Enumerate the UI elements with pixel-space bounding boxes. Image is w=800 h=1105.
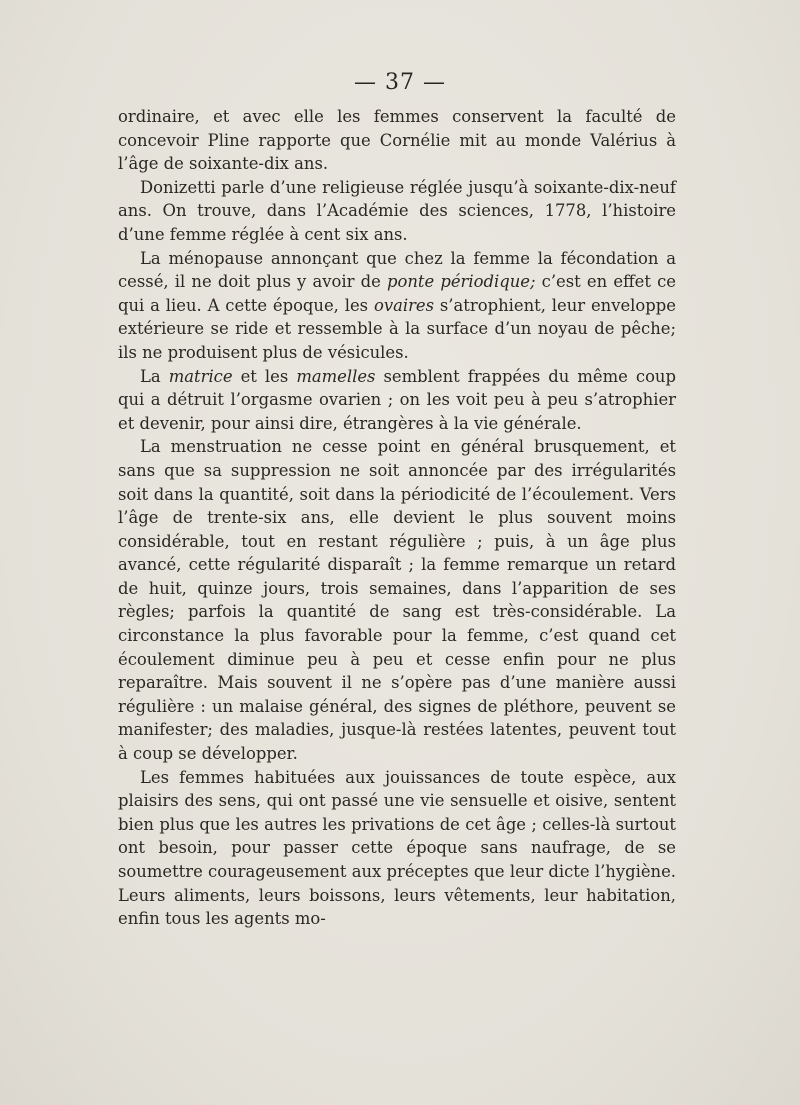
text-segment: c’est en effet ce qui a lieu. A cette époque, les (118, 272, 677, 315)
text-segment: semblent frappées du même coup qui a détruit l’orgasme ovarien ; on les voit peu à peu s’atrophier et devenir, pour ainsi dire, étrangères à la vie générale. (118, 366, 676, 433)
text-segment: La menstruation ne cesse point en général brusquement, et sans que sa suppression ne soit annoncée par des irrégularités soit dans la quantité, soit dans la périodicité de l’écoulement. Vers l’âge de trente-six ans, elle devient le plus souvent moins considérable, tout en restant régulière ; puis, à un âge plus avancé, cette régularité disparaît ; la femme remarque un retard de huit, quinze jours, trois semaines, dans l’apparition de ses règles; parfois la quantité de sang est très-considérable. La circonstance la plus favorable pour la femme, c’est quand cet écoulement diminue peu à peu et cesse enfin pour ne plus reparaître. Mais souvent il ne s’opère pas d’une manière aussi régulière : un malaise général, des signes de pléthore, peuvent se manifester; des maladies, jusque-là restées latentes, peuvent tout à coup se développer. (118, 437, 676, 764)
page-number: — 37 — (354, 70, 446, 95)
italic-term: ovaires (373, 295, 435, 315)
paragraph-1 (118, 105, 676, 176)
body-text (118, 105, 676, 931)
text-segment: s’atrophient, leur enveloppe extérieure se ride et ressemble à la surface d’un noyau de pêche; ils ne produisent plus de vésicules. (118, 295, 676, 362)
text-segment: La ménopause annonçant que chez la femme la fécondation a cessé, il ne doit plus y avoir de (118, 248, 676, 292)
text-segment: ordinaire, et avec elle les femmes conservent la faculté de concevoir Pline rapporte que Cornélie mit au monde Valérius à l’âge de soixante-dix ans. (118, 107, 676, 174)
text-segment: La (140, 366, 169, 386)
text-segment: Donizetti parle d’une religieuse réglée jusqu’à soixante-dix-neuf ans. On trouve, dans l’Académie des sciences, 1778, l’histoire d’une femme réglée à cent six ans. (118, 177, 676, 244)
italic-term: ponte périodique; (386, 272, 536, 292)
paragraph-3 (118, 247, 676, 365)
paragraph-4 (118, 365, 676, 436)
text-segment: Les femmes habituées aux jouissances de toute espèce, aux plaisirs des sens, qui ont passé une vie sensuelle et oisive, sentent bien plus que les autres les privations de cet âge ; celles-là surtout ont besoin, pour passer cette époque sans naufrage, de se soumettre courageusement aux préceptes que leur dicte l’hygiène. Leurs aliments, leurs boissons, leurs vêtements, leur habitation, enfin tous les agents mo- (118, 767, 676, 929)
paragraph-5 (118, 435, 676, 765)
paragraph-2 (118, 176, 676, 247)
text-segment: et les (232, 366, 297, 386)
italic-term: mamelles (296, 366, 376, 386)
paragraph-6 (118, 766, 676, 931)
italic-term: matrice (168, 366, 233, 386)
